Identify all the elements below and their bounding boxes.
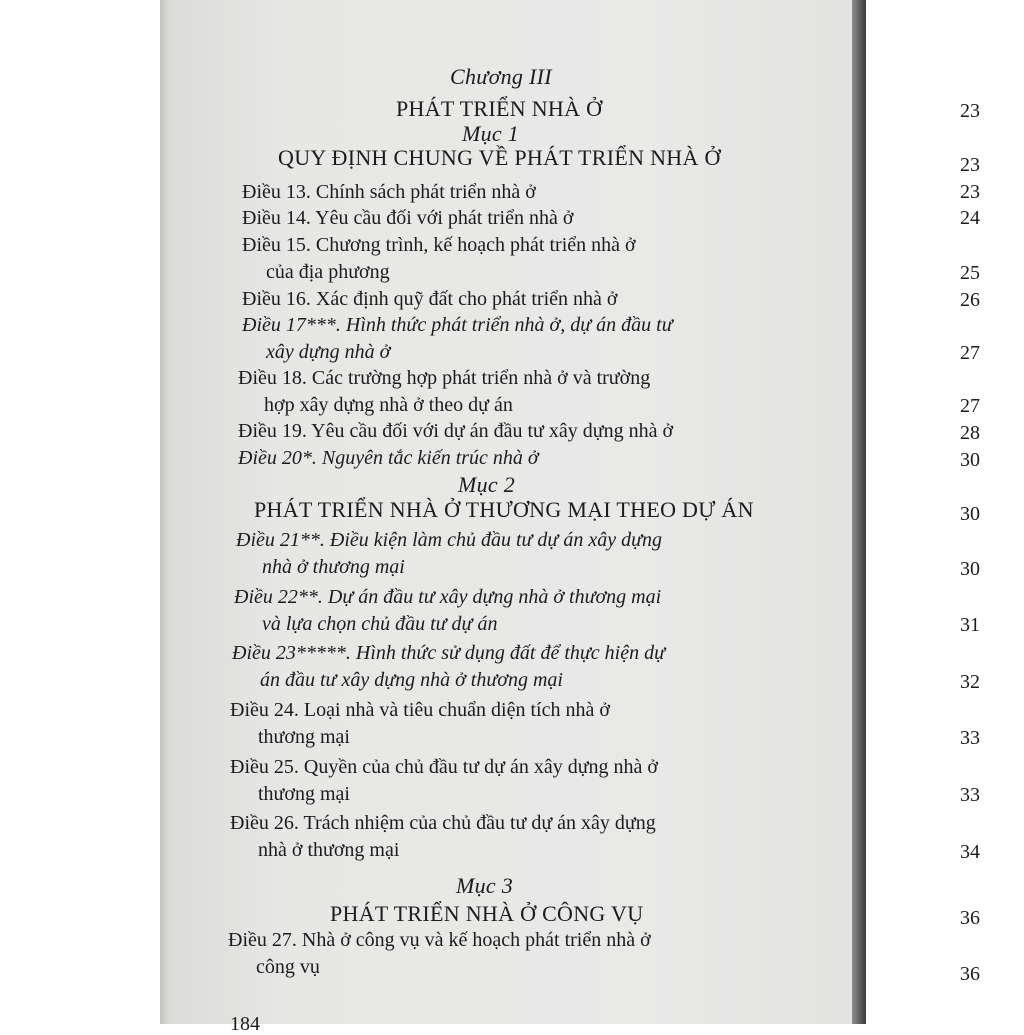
chapter-page: 23 [960,100,980,122]
section-label: Mục 1 [462,121,520,146]
toc-page-20: 30 [960,449,980,471]
toc-entry-25: Điều 25. Quyền của chủ đầu tư dự án xây dựng nhà ở [230,756,658,778]
toc-entry-23: Điều 23*****. Hình thức sử dụng đất để thực hiện dự [232,642,666,664]
toc-entry-18-cont: hợp xây dựng nhà ở theo dự án [264,394,513,416]
toc-entry-24: Điều 24. Loại nhà và tiêu chuẩn diện tích nhà ở [230,699,610,721]
toc-entry-20: Điều 20*. Nguyên tắc kiến trúc nhà ở [238,447,539,469]
section-page: 36 [960,907,980,929]
toc-entry-22-cont: và lựa chọn chủ đầu tư dự án [262,613,498,635]
toc-page-26: 34 [960,841,980,863]
toc-entry-21: Điều 21**. Điều kiện làm chủ đầu tư dự án xây dựng [236,529,662,551]
toc-entry-22: Điều 22**. Dự án đầu tư xây dựng nhà ở thương mại [234,586,662,608]
section-label: Mục 2 [458,472,516,497]
toc-page-21: 30 [960,558,980,580]
chapter-label: Chương III [450,64,552,89]
section-title: QUY ĐỊNH CHUNG VỀ PHÁT TRIỂN NHÀ Ở [278,145,721,170]
toc-page-16: 26 [960,289,980,311]
toc-entry-26: Điều 26. Trách nhiệm của chủ đầu tư dự án xây dựng [230,812,656,834]
toc-entry-13: Điều 13. Chính sách phát triển nhà ở [242,181,536,203]
toc-page-13: 23 [960,181,980,203]
toc-entry-15: Điều 15. Chương trình, kế hoạch phát triển nhà ở [242,234,636,256]
toc-page-22: 31 [960,614,980,636]
section-page: 30 [960,503,980,525]
toc-page-17: 27 [960,342,980,364]
toc-entry-25-cont: thương mại [258,783,350,805]
toc-page-19: 28 [960,422,980,444]
toc-page-14: 24 [960,207,980,229]
section-page: 23 [960,154,980,176]
toc-page-23: 32 [960,671,980,693]
toc-entry-27-cont: công vụ [256,956,320,978]
page-number: 184 [230,1013,260,1035]
toc-entry-18: Điều 18. Các trường hợp phát triển nhà ở và trường [238,367,651,389]
page-edge [852,0,866,1024]
toc-entry-26-cont: nhà ở thương mại [258,839,400,861]
toc-entry-16: Điều 16. Xác định quỹ đất cho phát triển nhà ở [242,288,618,310]
toc-entry-23-cont: án đầu tư xây dựng nhà ở thương mại [260,669,563,691]
chapter-title: PHÁT TRIỂN NHÀ Ở [396,96,603,121]
spine-shadow [160,0,170,1024]
toc-entry-21-cont: nhà ở thương mại [262,556,405,578]
toc-entry-15-cont: của địa phương [266,261,390,283]
toc-page-24: 33 [960,727,980,749]
section-label: Mục 3 [456,873,514,898]
toc-entry-19: Điều 19. Yêu cầu đối với dự án đầu tư xây dựng nhà ở [238,420,674,442]
toc-entry-24-cont: thương mại [258,726,350,748]
section-title: PHÁT TRIỂN NHÀ Ở THƯƠNG MẠI THEO DỰ ÁN [254,497,754,522]
toc-entry-27: Điều 27. Nhà ở công vụ và kế hoạch phát triển nhà ở [228,929,651,951]
toc-page-15: 25 [960,262,980,284]
toc-entry-17: Điều 17***. Hình thức phát triển nhà ở, dự án đầu tư [242,314,673,336]
toc-entry-17-cont: xây dựng nhà ở [266,341,391,363]
toc-page-25: 33 [960,784,980,806]
toc-page-27: 36 [960,963,980,985]
toc-entry-14: Điều 14. Yêu cầu đối với phát triển nhà ở [242,207,574,229]
toc-page-18: 27 [960,395,980,417]
section-title: PHÁT TRIỂN NHÀ Ở CÔNG VỤ [330,901,644,926]
